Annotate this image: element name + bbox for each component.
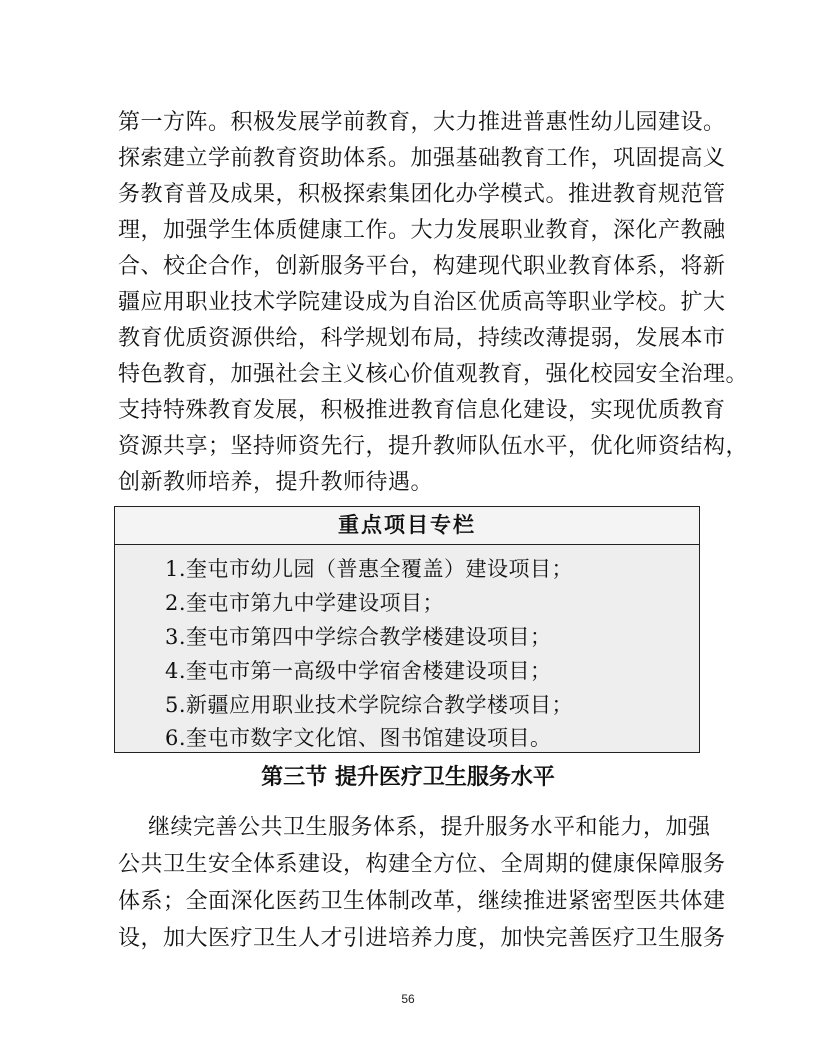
key-projects-title: 重点项目专栏	[115, 507, 699, 545]
key-project-item: 1.奎屯市幼儿园（普惠全覆盖）建设项目；	[165, 557, 574, 581]
key-project-item: 2.奎屯市第九中学建设项目；	[165, 591, 445, 615]
key-project-item: 3.奎屯市第四中学综合教学楼建设项目；	[165, 625, 552, 649]
key-project-item: 5.新疆应用职业技术学院综合教学楼项目；	[165, 693, 574, 717]
paragraph-line: 体系；全面深化医药卫生体制改革，继续推进紧密型医共体建	[118, 889, 726, 914]
paragraph-line: 支持特殊教育发展，积极推进教育信息化建设，实现优质教育	[118, 398, 726, 423]
key-projects-box	[114, 506, 700, 753]
section-heading: 第三节 提升医疗卫生服务水平	[261, 765, 555, 790]
paragraph-line: 公共卫生安全体系建设，构建全方位、全周期的健康保障服务	[118, 852, 726, 877]
paragraph-line: 疆应用职业技术学院建设成为自治区优质高等职业学校。扩大	[118, 290, 726, 315]
paragraph-line: 继续完善公共卫生服务体系，提升服务水平和能力，加强	[118, 815, 711, 840]
key-project-item: 4.奎屯市第一高级中学宿舍楼建设项目；	[165, 659, 552, 683]
paragraph-line: 创新教师培养，提升教师待遇。	[118, 470, 434, 495]
paragraph-line: 务教育普及成果，积极探索集团化办学模式。推进教育规范管	[118, 182, 726, 207]
paragraph-line: 教育优质资源供给，科学规划布局，持续改薄提弱，发展本市	[118, 326, 726, 351]
page-number: 56	[401, 992, 415, 1006]
paragraph-line: 设，加大医疗卫生人才引进培养力度，加快完善医疗卫生服务	[118, 926, 726, 951]
paragraph-line: 探索建立学前教育资助体系。加强基础教育工作，巩固提高义	[118, 146, 726, 171]
paragraph-line: 理，加强学生体质健康工作。大力发展职业教育，深化产教融	[118, 218, 726, 243]
key-project-item: 6.奎屯市数字文化馆、图书馆建设项目。	[165, 726, 552, 750]
paragraph-line: 第一方阵。积极发展学前教育，大力推进普惠性幼儿园建设。	[118, 110, 726, 135]
paragraph-line: 资源共享；坚持师资先行，提升教师队伍水平，优化师资结构，	[118, 434, 749, 459]
paragraph-line: 合、校企合作，创新服务平台，构建现代职业教育体系，将新	[118, 254, 726, 279]
paragraph-line: 特色教育，加强社会主义核心价值观教育，强化校园安全治理。	[118, 362, 749, 387]
